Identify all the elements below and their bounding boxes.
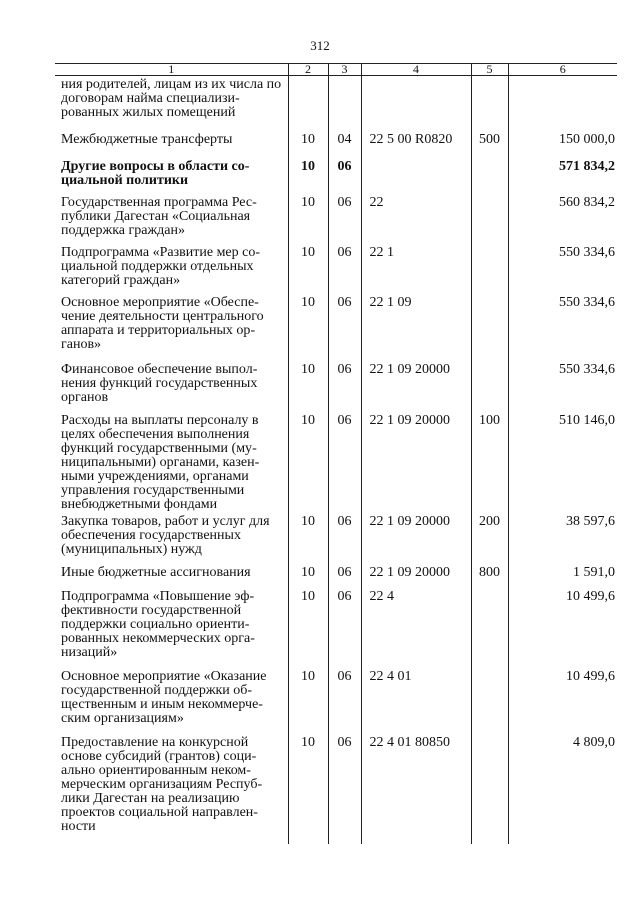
row-amount-cell: 4 809,0: [508, 734, 617, 844]
row-subsection-cell: 06: [328, 244, 361, 294]
row-target-article-cell: 22 1 09 20000: [361, 412, 471, 513]
row-subsection-cell: 06: [328, 361, 361, 412]
budget-table: [55, 63, 617, 844]
table-header-row: [55, 64, 617, 76]
row-target-article-cell: 22: [361, 194, 471, 244]
table-row: [55, 158, 617, 194]
row-target-article-cell: [361, 158, 471, 194]
row-expense-type-cell: [471, 76, 508, 131]
row-target-article-cell: 22 5 00 R0820: [361, 131, 471, 158]
row-section-cell: 10: [288, 668, 328, 734]
row-name-cell: Финансовое обеспечение выполнения функций государственных органов: [61, 361, 258, 405]
row-name-cell: Другие вопросы в области социальной политики: [61, 158, 250, 188]
row-section-cell: 10: [288, 513, 328, 564]
row-target-article-cell: 22 1 09 20000: [361, 361, 471, 412]
row-name-cell: ния родителей, лицам из их числа по договорам найма специализированных жилых помещений: [61, 77, 282, 120]
table-row: [55, 131, 617, 158]
table-row: [55, 76, 617, 131]
row-expense-type-cell: 200: [471, 513, 508, 564]
row-target-article-cell: 22 4 01: [361, 668, 471, 734]
row-expense-type-cell: [471, 244, 508, 294]
table-row: [55, 412, 617, 513]
row-subsection-cell: 06: [328, 194, 361, 244]
row-name-cell: Расходы на выплаты персоналу в целях обеспечения выполнения функций государственными (муниципальными) органами, казенными учреждениями, органами управления государственными внебюджетными фондами: [61, 412, 260, 512]
row-amount-cell: [508, 76, 617, 131]
row-amount-cell: 38 597,6: [508, 513, 617, 564]
table-row: [55, 588, 617, 668]
row-amount-cell: 550 334,6: [508, 294, 617, 361]
row-target-article-cell: 22 1 09 20000: [361, 564, 471, 588]
row-section-cell: 10: [288, 412, 328, 513]
table-row: [55, 361, 617, 412]
row-amount-cell: 510 146,0: [508, 412, 617, 513]
row-expense-type-cell: 100: [471, 412, 508, 513]
row-subsection-cell: 04: [328, 131, 361, 158]
row-section-cell: 10: [288, 158, 328, 194]
table-body: [55, 76, 617, 844]
table-row: [55, 294, 617, 361]
row-target-article-cell: 22 4 01 80850: [361, 734, 471, 844]
row-section-cell: 10: [288, 194, 328, 244]
row-name-cell: Межбюджетные трансферты: [61, 131, 233, 147]
row-subsection-cell: 06: [328, 588, 361, 668]
table-row: [55, 734, 617, 844]
row-name-cell: Основное мероприятие «Обеспечение деятельности центрального аппарата и территориальных органов»: [61, 294, 264, 352]
row-subsection-cell: 06: [328, 158, 361, 194]
row-amount-cell: 1 591,0: [508, 564, 617, 588]
row-amount-cell: 150 000,0: [508, 131, 617, 158]
row-target-article-cell: 22 1: [361, 244, 471, 294]
row-name-cell: Иные бюджетные ассигнования: [61, 564, 251, 580]
row-amount-cell: 560 834,2: [508, 194, 617, 244]
row-subsection-cell: [328, 76, 361, 131]
row-name-cell: Государственная программа Республики Дагестан «Социальная поддержка граждан»: [61, 194, 257, 238]
row-name-cell: Подпрограмма «Развитие мер социальной поддержки отдельных категорий граждан»: [61, 244, 261, 288]
row-section-cell: 10: [288, 294, 328, 361]
row-amount-cell: 10 499,6: [508, 668, 617, 734]
table-row: [55, 244, 617, 294]
table-row: [55, 668, 617, 734]
row-subsection-cell: 06: [328, 734, 361, 844]
row-section-cell: 10: [288, 588, 328, 668]
row-section-cell: [288, 76, 328, 131]
row-expense-type-cell: 800: [471, 564, 508, 588]
row-section-cell: 10: [288, 244, 328, 294]
row-name-cell: Основное мероприятие «Оказание государственной поддержки общественным и иным некоммерческим организациям»: [61, 668, 267, 726]
column-header-4: 4: [361, 64, 471, 76]
row-name-cell: Предоставление на конкурсной основе субсидий (грантов) социально ориентированным некоммерческим организациям Республики Дагестан на реализацию проектов социальной направленности: [61, 734, 263, 834]
row-section-cell: 10: [288, 131, 328, 158]
row-name-cell: Подпрограмма «Повышение эффективности государственной поддержки социально ориентированных некоммерческих организаций»: [61, 588, 255, 660]
row-subsection-cell: 06: [328, 513, 361, 564]
row-target-article-cell: 22 1 09: [361, 294, 471, 361]
column-header-1: 1: [55, 64, 288, 76]
column-header-6: 6: [508, 64, 617, 76]
row-subsection-cell: 06: [328, 294, 361, 361]
row-expense-type-cell: [471, 294, 508, 361]
row-name-cell: Закупка товаров, работ и услуг для обеспечения государственных (муниципальных) нужд: [61, 513, 270, 557]
row-target-article-cell: 22 4: [361, 588, 471, 668]
row-target-article-cell: 22 1 09 20000: [361, 513, 471, 564]
row-section-cell: 10: [288, 361, 328, 412]
row-expense-type-cell: [471, 734, 508, 844]
row-expense-type-cell: [471, 588, 508, 668]
row-expense-type-cell: [471, 158, 508, 194]
row-amount-cell: 550 334,6: [508, 244, 617, 294]
row-amount-cell: 571 834,2: [508, 158, 617, 194]
row-subsection-cell: 06: [328, 412, 361, 513]
row-amount-cell: 10 499,6: [508, 588, 617, 668]
table-row: [55, 564, 617, 588]
column-header-5: 5: [471, 64, 508, 76]
row-subsection-cell: 06: [328, 668, 361, 734]
table-row: [55, 513, 617, 564]
row-section-cell: 10: [288, 564, 328, 588]
row-expense-type-cell: [471, 361, 508, 412]
column-header-3: 3: [328, 64, 361, 76]
column-header-2: 2: [288, 64, 328, 76]
table-row: [55, 194, 617, 244]
row-section-cell: 10: [288, 734, 328, 844]
row-amount-cell: 550 334,6: [508, 361, 617, 412]
row-expense-type-cell: [471, 668, 508, 734]
row-subsection-cell: 06: [328, 564, 361, 588]
row-expense-type-cell: 500: [471, 131, 508, 158]
page-number: 312: [310, 38, 330, 53]
row-target-article-cell: [361, 76, 471, 131]
row-expense-type-cell: [471, 194, 508, 244]
